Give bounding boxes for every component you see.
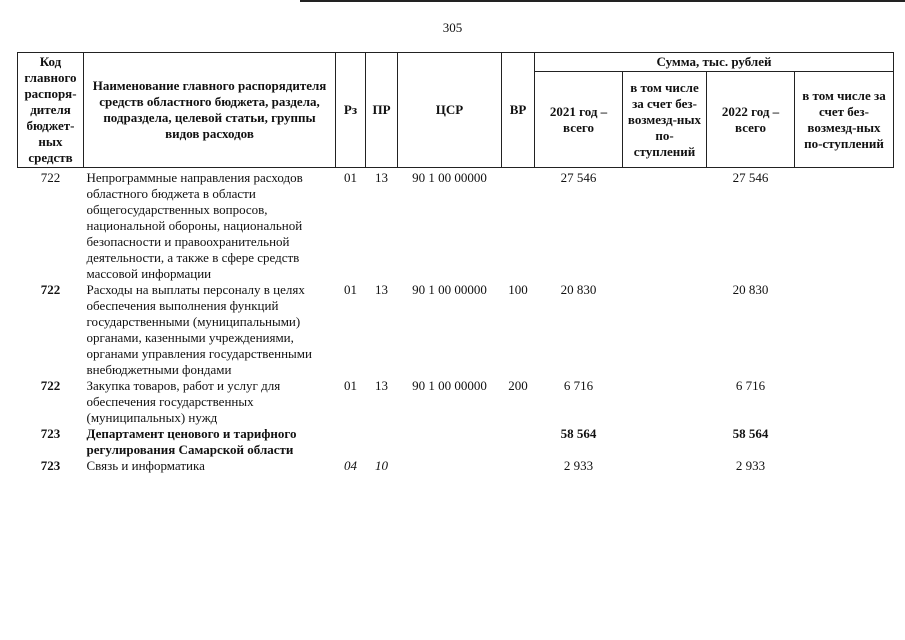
cell-csr: 90 1 00 00000: [412, 170, 487, 185]
cell-2022-total: 6 716: [735, 378, 766, 393]
cell-rz: 04: [344, 458, 357, 473]
cell-csr: [398, 458, 502, 474]
cell-pr: 13: [375, 378, 388, 393]
cell-vr: [502, 458, 535, 474]
table-header: [18, 53, 894, 168]
header-csr: ЦСР: [398, 53, 502, 168]
page-number: 305: [442, 20, 463, 35]
cell-2021-total: 20 830: [560, 282, 597, 297]
cell-rz: 01: [344, 282, 357, 297]
table-row-department: [18, 426, 894, 458]
cell-vr: [502, 426, 535, 458]
cell-2022-total: 58 564: [732, 426, 769, 441]
cell-name: Закупка товаров, работ и услуг для обеспечения государственных (муниципальных) нужд: [86, 378, 281, 425]
cell-2021-total: 6 716: [563, 378, 594, 393]
header-vr: ВР: [502, 53, 535, 168]
cell-vr: [502, 170, 535, 282]
cell-2021-free: [623, 458, 707, 474]
table-row: [18, 378, 894, 426]
cell-csr: 90 1 00 00000: [412, 378, 487, 393]
cell-2022-free: [795, 282, 894, 378]
cell-2021-free: [623, 426, 707, 458]
cell-name: Департамент ценового и тарифного регулирования Самарской области: [86, 426, 297, 457]
table-row: [18, 282, 894, 378]
header-2022-free: в том числе за счет без-возмезд-ных по-ступлений: [795, 72, 894, 168]
cell-pr: 10: [375, 458, 388, 473]
cell-2022-free: [795, 378, 894, 426]
cell-rz: 01: [344, 170, 357, 185]
table-row: [18, 458, 894, 474]
cell-2022-free: [795, 458, 894, 474]
cell-code: 723: [40, 426, 61, 441]
cell-code: 723: [40, 458, 61, 473]
cell-2022-free: [795, 170, 894, 282]
header-code: Код главного распоря-дителя бюджет-ных средств: [18, 53, 84, 168]
header-2021-free: в том числе за счет без-возмезд-ных по-ступлений: [623, 72, 707, 168]
cell-rz: 01: [344, 378, 357, 393]
table-row: [18, 170, 894, 282]
header-pr: ПР: [366, 53, 398, 168]
cell-code: 722: [40, 282, 61, 297]
cell-csr: 90 1 00 00000: [412, 282, 487, 297]
cell-code: 722: [40, 170, 61, 185]
header-2022-total: 2022 год – всего: [707, 72, 795, 168]
cell-pr: 13: [375, 170, 388, 185]
header-name: Наименование главного распорядителя средств областного бюджета, раздела, подраздела, целевой статьи, группы видов расходов: [84, 53, 336, 168]
cell-pr: [366, 426, 398, 458]
cell-name: Расходы на выплаты персоналу в целях обеспечения выполнения функций государственными (муниципальными) органами, казенными учреждениями, органами управления государственными внебюджетными фондами: [86, 282, 312, 377]
cell-vr: 200: [508, 378, 528, 393]
top-rule: [300, 0, 905, 2]
cell-rz: [336, 426, 366, 458]
table-body: [18, 168, 894, 475]
cell-2022-total: 2 933: [735, 458, 766, 473]
cell-2022-free: [795, 426, 894, 458]
header-2021-total: 2021 год – всего: [535, 72, 623, 168]
budget-table: [17, 52, 894, 474]
cell-vr: 100: [508, 282, 528, 297]
header-rz: Рз: [336, 53, 366, 168]
cell-2021-free: [623, 170, 707, 282]
cell-2021-free: [623, 378, 707, 426]
cell-2022-total: 20 830: [732, 282, 769, 297]
header-sum-group: Сумма, тыс. рублей: [535, 53, 894, 72]
cell-name: Связь и информатика: [86, 458, 205, 473]
cell-pr: 13: [375, 282, 388, 297]
cell-name: Непрограммные направления расходов областного бюджета в области общегосударственных вопросов, национальной обороны, национальной безопасности и правоохранительной деятельности, а также в сфере средств массовой информации: [86, 170, 303, 281]
cell-code: 722: [40, 378, 61, 393]
cell-2021-total: 58 564: [560, 426, 597, 441]
cell-2022-total: 27 546: [732, 170, 769, 185]
cell-2021-total: 2 933: [563, 458, 594, 473]
cell-2021-total: 27 546: [560, 170, 597, 185]
cell-csr: [398, 426, 502, 458]
cell-2021-free: [623, 282, 707, 378]
